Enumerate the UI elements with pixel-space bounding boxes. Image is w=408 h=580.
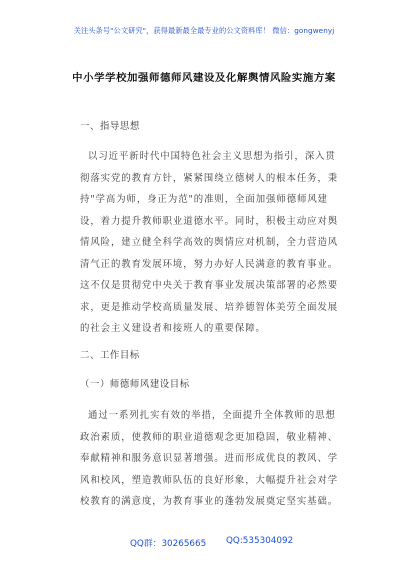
footer-qq-group: QQ群：30265665 [130, 539, 207, 549]
para-line: 风和校风，塑造教师队伍的良好形象，大幅提升社会对学 [80, 474, 339, 486]
para-line: 以习近平新时代中国特色社会主义思想为指引，深入贯 [88, 151, 336, 162]
top-banner: 关注头条号"公文研究"，获得最新最全最专业的公文资料库！ 微信：gongwenyj [73, 26, 335, 35]
paragraph-teacher-ethics-goals [80, 405, 344, 513]
footer-qq-number: QQ:535304092 [226, 536, 294, 546]
para-line: 校教育的满意度，为教育事业的蓬勃发展奠定坚实基础。 [80, 496, 339, 507]
para-line: 这不仅是贯彻党中央关于教育事业发展决策部署的必然要 [80, 280, 339, 291]
para-line: 彻落实党的教育方针，紧紧围绕立德树人的根本任务，秉 [80, 172, 339, 184]
para-line: 的社会主义建设者和接班人的重要保障。 [80, 323, 266, 334]
section-heading-work-goals: 二、工作目标 [80, 350, 140, 361]
para-line: 奉献精神和服务意识显著增强。进而形成优良的教风、学 [80, 453, 339, 464]
page-footer [0, 536, 408, 550]
para-line: 持"学高为师，身正为范"的准则，全面加强师德师风建 [80, 194, 329, 205]
paragraph-guiding-ideology [80, 146, 344, 340]
para-line: 设，着力提升教师职业道德水平。同时，积极主动应对舆 [80, 215, 339, 227]
subsection-heading-teacher-ethics: （一）师德师风建设目标 [80, 379, 190, 390]
para-line: 清气正的教育发展环境，努力办好人民满意的教育事业。 [80, 258, 339, 270]
para-line: 情风险，建立健全科学高效的舆情应对机制，全力营造风 [80, 237, 339, 248]
para-line: 求，更是推动学校高质量发展、培养德智体美劳全面发展 [80, 301, 339, 313]
section-heading-guiding-ideology: 一、指导思想 [80, 121, 140, 132]
para-line: 政治素质，使教师的职业道德观念更加稳固，敬业精神、 [80, 431, 339, 443]
document-title: 中小学学校加强师德师风建设及化解舆情风险实施方案 [72, 72, 336, 84]
para-line: 通过一系列扎实有效的举措，全面提升全体教师的思想 [88, 410, 336, 421]
